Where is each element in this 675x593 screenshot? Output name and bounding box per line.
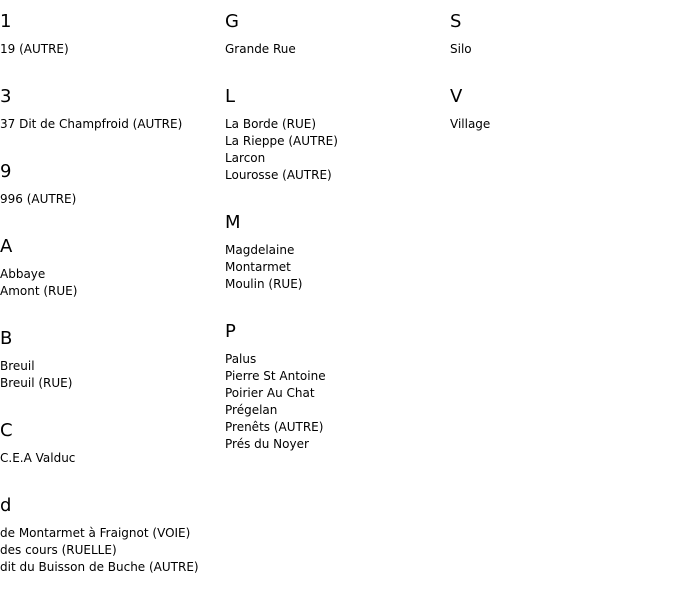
entry-list [225, 351, 445, 470]
street-link[interactable]: C.E.A Valduc [0, 451, 76, 465]
entry-list [0, 358, 220, 409]
street-link[interactable]: Magdelaine [225, 243, 295, 257]
letter-heading: P [225, 321, 236, 342]
street-link[interactable]: de Montarmet à Fraignot (VOIE) [0, 526, 191, 540]
letter-heading: C [0, 420, 13, 441]
letter-heading: S [450, 11, 462, 32]
street-link[interactable]: 37 Dit de Champfroid (AUTRE) [0, 117, 183, 131]
entry-list [450, 41, 670, 75]
entry-list [0, 450, 220, 484]
street-link[interactable]: Grande Rue [225, 42, 296, 56]
letter-group-a [0, 225, 220, 317]
letter-heading: L [225, 86, 236, 107]
street-link[interactable]: des cours (RUELLE) [0, 543, 117, 557]
entry-list [0, 41, 220, 75]
letter-group-1 [0, 0, 220, 75]
entry-list [0, 116, 220, 150]
entry-list [0, 266, 220, 317]
letter-heading: 1 [0, 11, 12, 32]
street-link[interactable]: 19 (AUTRE) [0, 42, 69, 56]
entry-list [225, 41, 445, 75]
street-link[interactable]: Abbaye [0, 267, 46, 281]
street-link[interactable]: Village [450, 117, 491, 131]
letter-group-3 [0, 75, 220, 150]
letter-heading: d [0, 495, 12, 516]
street-link[interactable]: Moulin (RUE) [225, 277, 303, 291]
street-link[interactable]: Palus [225, 352, 257, 366]
letter-heading: M [225, 212, 241, 233]
index-column-1 [0, 0, 220, 593]
street-link[interactable]: Breuil (RUE) [0, 376, 73, 390]
street-link[interactable]: Larcon [225, 151, 266, 165]
letter-heading: A [0, 236, 13, 257]
letter-group-g [225, 0, 445, 75]
letter-heading: G [225, 11, 239, 32]
letter-group-s [450, 0, 670, 75]
letter-group-v [450, 75, 670, 150]
entry-list [0, 191, 220, 225]
letter-group-c [0, 409, 220, 484]
street-link[interactable]: Prés du Noyer [225, 437, 309, 451]
street-link[interactable]: Lourosse (AUTRE) [225, 168, 332, 182]
street-link[interactable]: La Borde (RUE) [225, 117, 317, 131]
street-link[interactable]: Pierre St Antoine [225, 369, 326, 383]
street-link[interactable]: Amont (RUE) [0, 284, 78, 298]
entry-list [450, 116, 670, 150]
letter-heading: V [450, 86, 463, 107]
letter-group-p [225, 310, 445, 470]
street-link[interactable]: Breuil [0, 359, 35, 373]
letter-heading: 3 [0, 86, 12, 107]
street-link[interactable]: Prégelan [225, 403, 278, 417]
letter-group-b [0, 317, 220, 409]
letter-group-9 [0, 150, 220, 225]
entry-list [0, 525, 220, 593]
letter-group-m [225, 201, 445, 310]
letter-heading: B [0, 328, 13, 349]
street-link[interactable]: La Rieppe (AUTRE) [225, 134, 338, 148]
street-link[interactable]: Montarmet [225, 260, 291, 274]
letter-group-d [0, 484, 220, 593]
street-link[interactable]: Silo [450, 42, 472, 56]
entry-list [225, 242, 445, 310]
letter-group-l [225, 75, 445, 201]
entry-list [225, 116, 445, 201]
letter-heading: 9 [0, 161, 12, 182]
street-link[interactable]: Poirier Au Chat [225, 386, 315, 400]
index-column-3 [450, 0, 670, 150]
street-link[interactable]: 996 (AUTRE) [0, 192, 77, 206]
street-link[interactable]: dit du Buisson de Buche (AUTRE) [0, 560, 199, 574]
street-link[interactable]: Prenêts (AUTRE) [225, 420, 324, 434]
index-column-2 [225, 0, 445, 470]
